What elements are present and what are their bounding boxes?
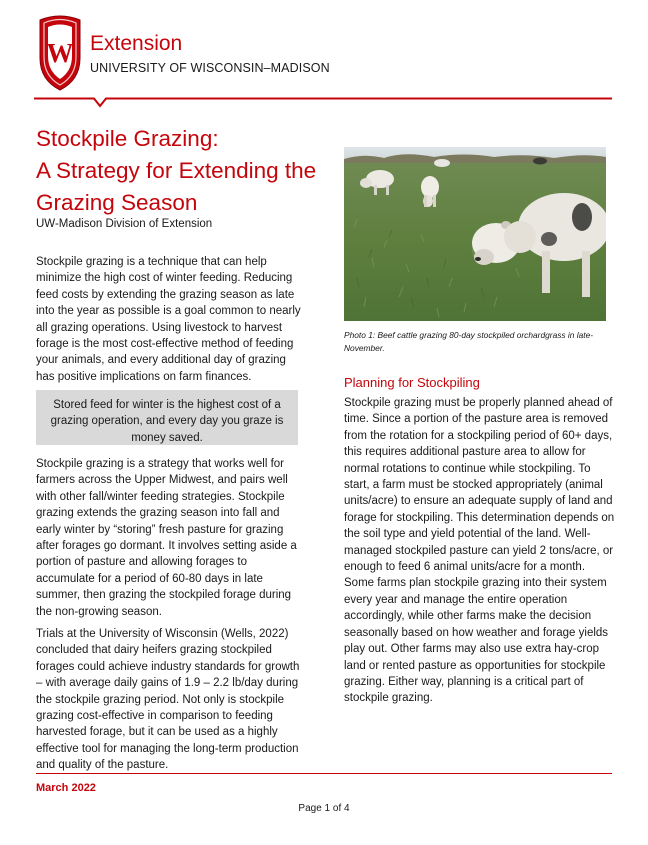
header-divider — [34, 95, 612, 109]
intro-paragraph: Stockpile grazing is a technique that can help minimize the high cost of winter feeding. Reducing feed costs by extending the grazing season as late into the year as possible is a goal common to nearly all grazing operations. Using livestock to harvest forage is the most cost-effective method of feeding your animals, and every additional day of grazing has positive implications on farm finances. — [36, 256, 301, 383]
footer-divider — [36, 773, 612, 774]
brand-title: Extension — [90, 32, 183, 55]
page-title — [36, 123, 336, 219]
title-line-3: Grazing Season — [36, 190, 198, 215]
photo-caption: Photo 1: Beef cattle grazing 80-day stockpiled orchardgrass in late-November. — [344, 330, 594, 353]
footer-date: March 2022 — [36, 782, 96, 794]
cattle-grazing-photo — [344, 147, 606, 321]
brand-subtitle: UNIVERSITY OF WISCONSIN–MADISON — [90, 61, 330, 75]
title-line-2: A Strategy for Extending the — [36, 158, 317, 183]
page-number: Page 1 of 4 — [298, 803, 350, 814]
svg-text:W: W — [46, 38, 74, 68]
title-line-1: Stockpile Grazing: — [36, 126, 219, 151]
strategy-paragraph: Stockpile grazing is a strategy that works well for farmers across the Upper Midwest, and pairs well with other fall/winter feeding strategies. Stockpile grazing extends the grazing season into fall and early winter by “storing” fresh pasture for grazing after forages go dormant. It involves setting aside a portion of pasture and allowing forages to accumulate for a period of 60-80 days in late summer, then grazing the stockpiled forage during the non-growing season. — [36, 458, 297, 618]
trials-paragraph: Trials at the University of Wisconsin (Wells, 2022) concluded that dairy heifers grazing stockpiled forages could achieve industry standards for growth – with average daily gains of 1.9 – 2.2 lb/day during the stockpile grazing period. Not only is stockpile grazing cost-effective in comparison to feeding harvested forage, but it can be used as a highly effective tool for managing the long-term production and quality of the pasture. — [36, 628, 300, 772]
section-heading-planning: Planning for Stockpiling — [344, 375, 480, 390]
callout-box — [36, 390, 298, 445]
planning-paragraph: Stockpile grazing must be properly planned ahead of time. Since a portion of the pasture area is removed from the rotation for a stockpiling period of 60+ days, this requires additional pasture area to allow for normal rotations to continue while stockpiling. To start, a farm must be stocked appropriately (animal units/acre) to ensure an adequate supply of land and forage for stockpiling. This determination depends on the soil type and yield potential of the land. Well-managed stockpiled pasture can yield 2 tons/acre, or enough to feed 6 animal units/acre for a month. Some farms plan stockpile grazing into their system every year and manage the entire operation accordingly, while other farms make the decision seasonally based on how weather and forage yields play out. Other farms may also use extra hay-crop land or rented pasture as opportunities for stockpile grazing. Either way, planning is a critical part of stockpile grazing. — [344, 397, 615, 705]
callout-text: Stored feed for winter is the highest cost of a grazing operation, and every day you graze is money saved. — [50, 399, 284, 444]
byline: UW-Madison Division of Extension — [36, 218, 213, 230]
uw-crest-icon — [34, 10, 86, 92]
